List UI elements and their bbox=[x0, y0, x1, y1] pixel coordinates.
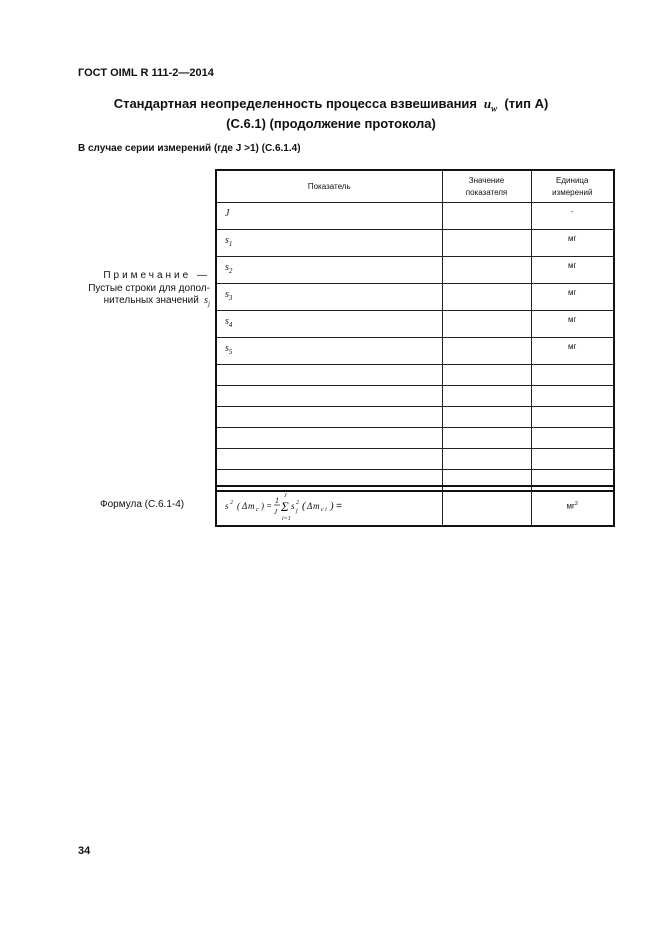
param-cell: $s_3$ bbox=[216, 284, 442, 311]
svg-text:s: s bbox=[291, 501, 295, 511]
svg-text:2: 2 bbox=[230, 500, 233, 506]
svg-text:c: c bbox=[256, 507, 259, 513]
value-cell[interactable] bbox=[442, 311, 531, 338]
empty-row bbox=[216, 428, 614, 449]
header-unit: Единица измерений bbox=[531, 170, 614, 203]
svg-text:m: m bbox=[313, 501, 320, 511]
svg-text:j: j bbox=[296, 508, 298, 514]
svg-text:J: J bbox=[284, 493, 287, 499]
value-cell[interactable] bbox=[442, 257, 531, 284]
unit-cell: мг bbox=[531, 338, 614, 365]
param-cell: $s_1$ bbox=[216, 230, 442, 257]
table-row bbox=[216, 230, 614, 257]
svg-text:s: s bbox=[225, 501, 229, 511]
note-label: Примечание — bbox=[103, 270, 210, 281]
note-text-2: нительных значений bbox=[103, 295, 199, 306]
svg-text:J: J bbox=[274, 508, 278, 516]
empty-row bbox=[216, 386, 614, 407]
unit-cell: мг bbox=[531, 230, 614, 257]
table-row bbox=[216, 284, 614, 311]
unit-cell: мг bbox=[531, 311, 614, 338]
value-cell[interactable] bbox=[442, 203, 531, 230]
page-title-line1: Стандартная неопределенность процесса взвешивания $u_w$ (тип А) bbox=[113, 96, 549, 114]
svg-text:Σ: Σ bbox=[281, 499, 289, 514]
formula-value-cell[interactable] bbox=[442, 486, 531, 526]
header-value: Значение показателя bbox=[442, 170, 531, 203]
measurement-table bbox=[215, 169, 615, 492]
svg-text:=: = bbox=[266, 501, 273, 511]
note-text-1: Пустые строки для допол- bbox=[88, 282, 210, 294]
page-title-line2: (С.6.1) (продолжение протокола) bbox=[226, 116, 436, 131]
table-row bbox=[216, 338, 614, 365]
svg-text:c i: c i bbox=[321, 507, 327, 513]
unit-cell: мг bbox=[531, 257, 614, 284]
table-row bbox=[216, 311, 614, 338]
svg-text:Δ: Δ bbox=[307, 501, 313, 511]
value-cell[interactable] bbox=[442, 284, 531, 311]
svg-text:2: 2 bbox=[296, 500, 299, 506]
formula-table bbox=[215, 485, 615, 527]
value-cell[interactable] bbox=[442, 338, 531, 365]
svg-text:(: ( bbox=[302, 500, 306, 512]
page-number: 34 bbox=[78, 845, 91, 857]
formula-unit-cell: $мг^2$ bbox=[531, 486, 614, 526]
param-cell: $s_5$ bbox=[216, 338, 442, 365]
value-cell[interactable] bbox=[442, 230, 531, 257]
unit-cell: мг bbox=[531, 284, 614, 311]
svg-text:): ) bbox=[261, 501, 264, 511]
table-row bbox=[216, 257, 614, 284]
param-cell: $s_2$ bbox=[216, 257, 442, 284]
svg-text:): ) bbox=[330, 500, 334, 512]
empty-row bbox=[216, 449, 614, 470]
empty-row bbox=[216, 407, 614, 428]
svg-text:(: ( bbox=[237, 501, 240, 511]
svg-text:1: 1 bbox=[275, 496, 279, 505]
formula-label: Формула (С.6.1-4) bbox=[100, 499, 185, 510]
unit-cell: - bbox=[531, 203, 614, 230]
svg-text:Δ: Δ bbox=[242, 501, 248, 511]
formula-graphic bbox=[225, 489, 355, 523]
section-subtitle: В случае серии измерений (где J >1) (С.6.1.4) bbox=[78, 143, 301, 154]
param-cell: $s_4$ bbox=[216, 311, 442, 338]
table-row bbox=[216, 203, 614, 230]
svg-text:m: m bbox=[248, 501, 255, 511]
formula-row bbox=[216, 486, 614, 526]
formula-expression bbox=[216, 486, 442, 526]
header-param: Показатель bbox=[216, 170, 442, 203]
empty-row bbox=[216, 365, 614, 386]
table-header-row bbox=[216, 170, 614, 203]
svg-text:=: = bbox=[336, 501, 342, 512]
side-note: Примечание — Пустые строки для допол- нительных значений $s_j$ bbox=[88, 270, 210, 308]
document-id: ГОСТ OIML R 111-2—2014 bbox=[78, 67, 214, 79]
svg-text:i=1: i=1 bbox=[282, 516, 291, 522]
param-cell: J bbox=[216, 203, 442, 230]
